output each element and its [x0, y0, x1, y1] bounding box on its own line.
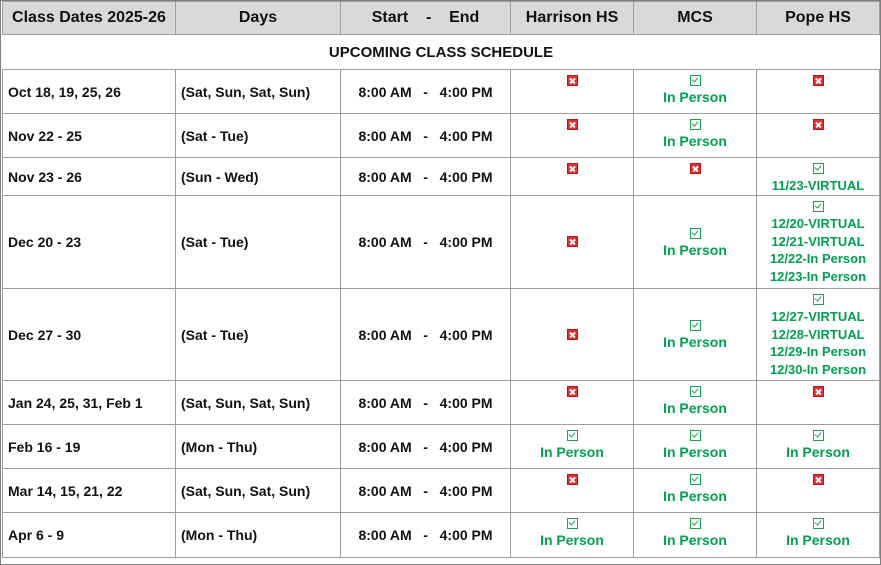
pope-status-text: 11/23-VIRTUAL: [771, 178, 865, 193]
checkbox-checked-icon: [690, 75, 701, 86]
checkbox-checked-icon: [690, 320, 701, 331]
mcs-status-text: In Person: [663, 488, 727, 504]
harrison-status-text: In Person: [540, 444, 604, 460]
pope-cell: [757, 70, 880, 114]
mcs-cell: [634, 513, 757, 558]
harrison-cell: [511, 289, 634, 381]
harrison-cell: [511, 425, 634, 469]
days-cell: (Sun - Wed): [176, 158, 341, 196]
mcs-cell: [634, 70, 757, 114]
harrison-cell: [511, 469, 634, 513]
pope-status-text: 12/29-In Person: [769, 344, 867, 359]
mcs-status-text: In Person: [663, 334, 727, 350]
x-box-icon: [567, 119, 578, 130]
checkbox-checked-icon: [690, 119, 701, 130]
time-cell: 8:00 AM - 4:00 PM: [341, 469, 511, 513]
mcs-cell: [634, 196, 757, 289]
pope-status-text: 12/22-In Person: [769, 251, 867, 266]
header-row: [3, 2, 880, 35]
x-box-icon: [813, 75, 824, 86]
table-row: [3, 196, 880, 289]
harrison-cell: [511, 381, 634, 425]
time-cell: 8:00 AM - 4:00 PM: [341, 513, 511, 558]
pope-status-text: 12/21-VIRTUAL: [771, 233, 865, 249]
days-cell: (Sat, Sun, Sat, Sun): [176, 469, 341, 513]
time-cell: 8:00 AM - 4:00 PM: [341, 289, 511, 381]
class-dates-cell: Oct 18, 19, 25, 26: [3, 70, 176, 114]
pope-status-text: 12/20-VIRTUAL: [771, 216, 865, 231]
checkbox-checked-icon: [813, 201, 824, 212]
checkbox-checked-icon: [813, 163, 824, 174]
time-cell: 8:00 AM - 4:00 PM: [341, 114, 511, 158]
time-cell: 8:00 AM - 4:00 PM: [341, 70, 511, 114]
checkbox-checked-icon: [567, 518, 578, 529]
header-dates: Class Dates 2025-26: [3, 2, 176, 35]
harrison-cell: [511, 158, 634, 196]
header-pope: Pope HS: [757, 2, 880, 35]
pope-cell: [757, 469, 880, 513]
checkbox-checked-icon: [690, 430, 701, 441]
pope-status-text: In Person: [786, 532, 850, 548]
pope-status-text: 12/23-In Person: [769, 268, 867, 284]
checkbox-checked-icon: [690, 474, 701, 485]
pope-status-text: 12/28-VIRTUAL: [771, 326, 865, 342]
checkbox-checked-icon: [813, 518, 824, 529]
days-cell: (Sat - Tue): [176, 196, 341, 289]
pope-cell: [757, 425, 880, 469]
x-box-icon: [567, 386, 578, 397]
mcs-status-text: In Person: [663, 241, 727, 258]
days-cell: (Sat - Tue): [176, 289, 341, 381]
days-cell: (Mon - Thu): [176, 425, 341, 469]
class-dates-cell: Jan 24, 25, 31, Feb 1: [3, 381, 176, 425]
pope-cell: [757, 158, 880, 196]
mcs-cell: [634, 158, 757, 196]
x-box-icon: [690, 163, 701, 174]
checkbox-checked-icon: [567, 430, 578, 441]
checkbox-checked-icon: [690, 518, 701, 529]
pope-status-text: 12/30-In Person: [769, 361, 867, 377]
time-cell: 8:00 AM - 4:00 PM: [341, 425, 511, 469]
class-dates-cell: Feb 16 - 19: [3, 425, 176, 469]
header-mcs: MCS: [634, 2, 757, 35]
harrison-cell: [511, 114, 634, 158]
checkbox-checked-icon: [690, 386, 701, 397]
pope-cell: [757, 196, 880, 289]
x-box-icon: [567, 163, 578, 174]
class-dates-cell: Apr 6 - 9: [3, 513, 176, 558]
mcs-status-text: In Person: [663, 89, 727, 105]
mcs-status-text: In Person: [663, 444, 727, 460]
table-row: [3, 70, 880, 114]
pope-cell: [757, 289, 880, 381]
x-box-icon: [567, 474, 578, 485]
mcs-status-text: In Person: [663, 133, 727, 149]
pope-cell: [757, 381, 880, 425]
mcs-status-text: In Person: [663, 400, 727, 416]
schedule-table: [2, 1, 880, 558]
mcs-cell: [634, 289, 757, 381]
checkbox-checked-icon: [690, 228, 701, 239]
pope-cell: [757, 513, 880, 558]
mcs-cell: [634, 381, 757, 425]
days-cell: (Sat - Tue): [176, 114, 341, 158]
mcs-cell: [634, 425, 757, 469]
mcs-status-text: In Person: [663, 532, 727, 548]
table-row: [3, 469, 880, 513]
harrison-cell: [511, 70, 634, 114]
class-dates-cell: Dec 20 - 23: [3, 196, 176, 289]
time-cell: 8:00 AM - 4:00 PM: [341, 158, 511, 196]
pope-status-text: 12/27-VIRTUAL: [771, 309, 865, 324]
harrison-cell: [511, 196, 634, 289]
time-cell: 8:00 AM - 4:00 PM: [341, 381, 511, 425]
days-cell: (Sat, Sun, Sat, Sun): [176, 381, 341, 425]
days-cell: (Mon - Thu): [176, 513, 341, 558]
x-box-icon: [567, 236, 578, 247]
x-box-icon: [813, 119, 824, 130]
pope-status-text: In Person: [786, 444, 850, 460]
table-row: [3, 425, 880, 469]
harrison-status-text: In Person: [540, 532, 604, 548]
table-row: [3, 513, 880, 558]
table-title: UPCOMING CLASS SCHEDULE: [3, 35, 880, 70]
header-time: Start - End: [341, 2, 511, 35]
table-row: [3, 114, 880, 158]
class-dates-cell: Nov 23 - 26: [3, 158, 176, 196]
x-box-icon: [813, 474, 824, 485]
table-row: [3, 289, 880, 381]
x-box-icon: [567, 75, 578, 86]
header-days: Days: [176, 2, 341, 35]
pope-cell: [757, 114, 880, 158]
class-dates-cell: Mar 14, 15, 21, 22: [3, 469, 176, 513]
title-row: [3, 35, 880, 70]
class-dates-cell: Nov 22 - 25: [3, 114, 176, 158]
checkbox-checked-icon: [813, 430, 824, 441]
harrison-cell: [511, 513, 634, 558]
class-dates-cell: Dec 27 - 30: [3, 289, 176, 381]
header-harrison: Harrison HS: [511, 2, 634, 35]
table-row: [3, 381, 880, 425]
x-box-icon: [813, 386, 824, 397]
table-row: [3, 158, 880, 196]
time-cell: 8:00 AM - 4:00 PM: [341, 196, 511, 289]
x-box-icon: [567, 329, 578, 340]
mcs-cell: [634, 469, 757, 513]
checkbox-checked-icon: [813, 294, 824, 305]
days-cell: (Sat, Sun, Sat, Sun): [176, 70, 341, 114]
mcs-cell: [634, 114, 757, 158]
